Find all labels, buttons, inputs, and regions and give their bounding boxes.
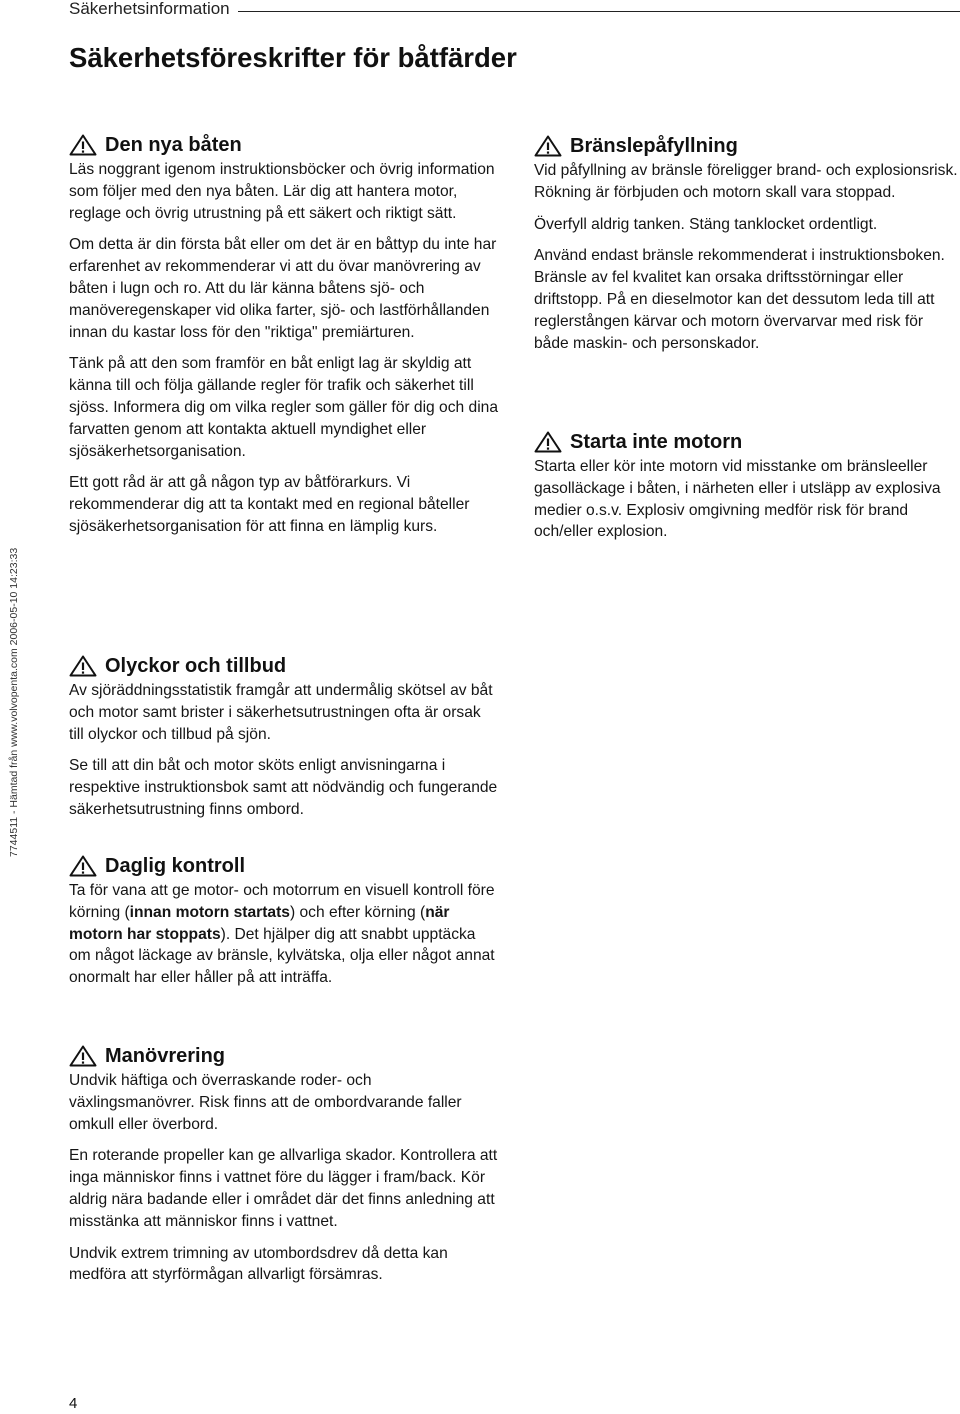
section-heading (534, 134, 958, 158)
section-heading (69, 1044, 499, 1068)
paragraph: Undvik häftiga och överraskande roder- och växlingsmanövrer. Risk finns att de ombordvarande faller omkull eller överbord. (69, 1072, 462, 1133)
text-run: ). Det hjälper dig att snabbt upptäcka om något läckage av bränsle, kylvätska, olja eller något annat onormalt har eller håller på att inträffa. (69, 925, 495, 987)
paragraph: Om detta är din första båt eller om det är en båttyp du inte har erfarenhet av rekommenderar vi att du övar manövrering av båten i lugn och ro. Att du lär känna båtens sjö- och manöveregenskaper vid olika farter, sjö- och lastförhållanden innan du kastar loss för den "riktiga" premiärturen. (69, 236, 497, 341)
paragraph: Ett gott råd är att gå någon typ av båtförarkurs. Vi rekommenderar dig att ta kontakt med en regional båteller sjösäkerhetsorganisation för att finna en lämplig kurs. (69, 474, 470, 535)
text-run: ) och efter körning ( (289, 903, 426, 921)
download-stamp: 7744511 - Hämtad från www.volvopenta.com 2006-05-10 14:23:33 (8, 547, 20, 857)
heading-text: Daglig kontroll (105, 855, 245, 877)
paragraph: Vid påfyllning av bränsle föreligger brand- och explosionsrisk. Rökning är förbjuden och motorn skall vara stoppad. (534, 162, 958, 201)
bold-run: när motorn har stoppats (69, 903, 450, 943)
paragraph: Starta eller kör inte motorn vid misstanke om bränsleeller gasolläckage i båten, i närheten eller i utsläpp av explosiva medier o.s.v. Explosiv omgivning medför risk för brand och/eller explosion. (534, 458, 941, 541)
paragraph: Överfyll aldrig tanken. Stäng tanklocket ordentligt. (534, 215, 878, 233)
heading-text: Olyckor och tillbud (105, 655, 287, 677)
paragraph (69, 880, 499, 989)
warning-icon (69, 134, 97, 156)
heading-text: Bränslepåfyllning (570, 135, 738, 157)
section-olyckor (69, 654, 499, 831)
paragraph: Läs noggrant igenom instruktionsböcker och övrig information som följer med den nya båten. Lär dig att hantera motor, reglage och övrig utrustning på ett säkert och riktigt sätt. (69, 161, 495, 222)
section-heading (69, 133, 499, 157)
section-den-nya-baten (69, 133, 499, 548)
warning-icon (534, 431, 562, 453)
text-run: Ta för vana att ge motor- och motorrum en visuell kontroll före körning ( (69, 882, 495, 921)
paragraph: Tänk på att den som framför en båt enligt lag är skyldig att känna till och följa gällande regler för trafik och säkerhet till sjöss. Informera dig om vilka regler som gäller för dig och dina farvatten genom att kontakta aktuell myndighet eller sjösäkerhetsorganisation. (69, 355, 499, 460)
page-title: Säkerhetsföreskrifter för båtfärder (69, 42, 517, 73)
section-heading (69, 654, 499, 678)
running-header: Säkerhetsinformation (69, 0, 230, 18)
heading-text: Den nya båten (105, 134, 242, 156)
section-heading (534, 430, 958, 454)
heading-text: Starta inte motorn (570, 431, 743, 453)
warning-icon (69, 855, 97, 877)
heading-text: Manövrering (105, 1045, 226, 1067)
warning-icon (534, 135, 562, 157)
header-rule (238, 11, 960, 12)
section-daglig-kontroll (69, 854, 499, 999)
section-heading (69, 854, 499, 878)
paragraph: Se till att din båt och motor sköts enligt anvisningarna i respektive instruktionsbok samt att nödvändig och fungerande säkerhetsutrustning finns ombord. (69, 757, 498, 818)
paragraph: Av sjöräddningsstatistik framgår att undermålig skötsel av båt och motor samt brister i säkerhetsutrustningen ofta är orsak till olyckor och tillbud på sjön. (69, 682, 493, 743)
paragraph: Undvik extrem trimning av utombordsdrev då detta kan medföra att styrförmågan allvarligt försämras. (69, 1244, 448, 1284)
page-number: 4 (69, 1395, 78, 1412)
warning-icon (69, 655, 97, 677)
warning-icon (69, 1045, 97, 1067)
paragraph: En roterande propeller kan ge allvarliga skador. Kontrollera att inga människor finns i vattnet före du lägger i fram/back. Kör aldrig nära badande eller i området där det finns anledning att misstänka att människor finns i vattnet. (69, 1147, 498, 1230)
paragraph: Använd endast bränsle rekommenderat i instruktionsboken. Bränsle av fel kvalitet kan orsaka driftsstörningar eller driftstopp. På en dieselmotor kan det dessutom leda till att reglerstången kärvar och motorn övervarvar med risk för både maskin- och personskador. (534, 247, 945, 352)
section-manovrering (69, 1044, 499, 1296)
section-starta-inte-motorn (534, 430, 958, 553)
section-branslepafyllning (534, 134, 958, 364)
bold-run: innan motorn startats (129, 903, 290, 921)
